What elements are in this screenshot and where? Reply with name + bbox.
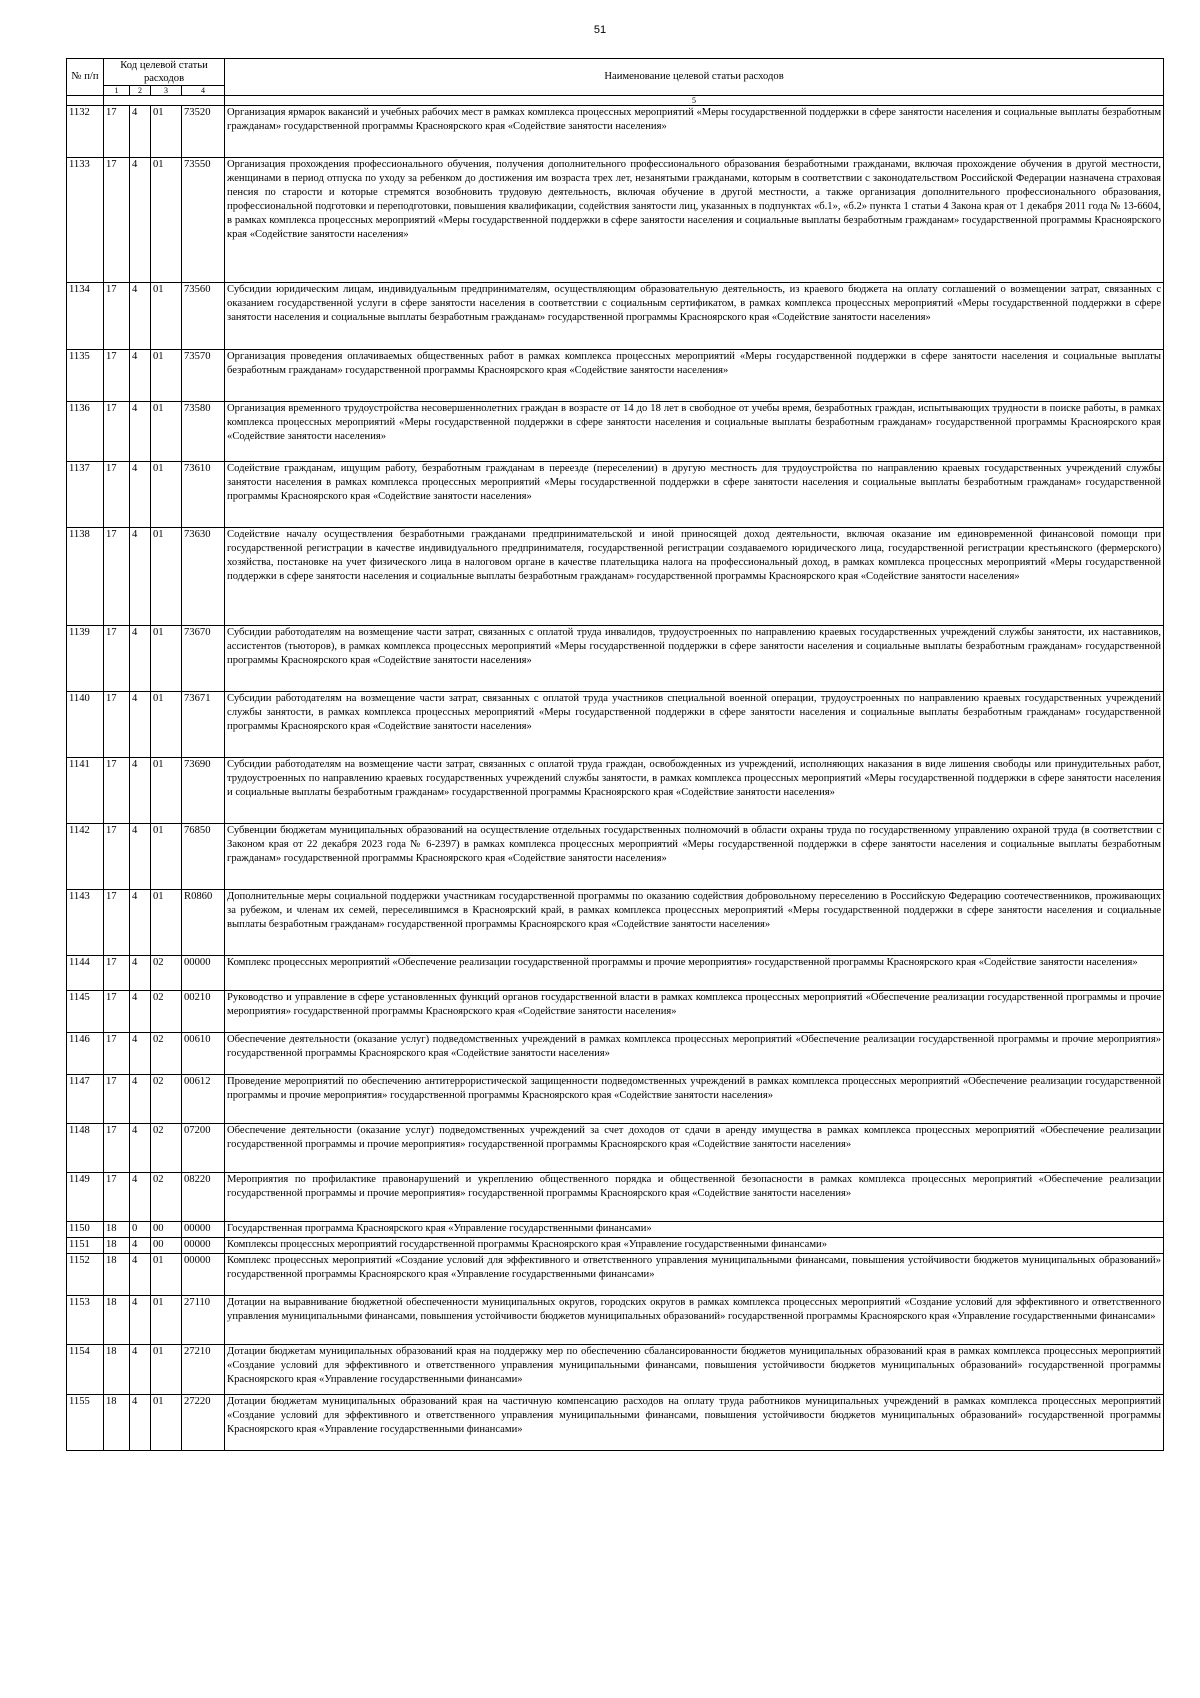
header-code: Код целевой статьи расходов <box>104 59 225 86</box>
code-part-2: 4 <box>130 528 151 626</box>
code-part-4: 73630 <box>182 528 225 626</box>
code-part-4: 00000 <box>182 1254 225 1296</box>
column-number-5: 5 <box>225 96 1164 106</box>
table-row <box>67 758 1164 824</box>
code-part-3: 02 <box>151 1075 182 1124</box>
code-part-4: 00210 <box>182 991 225 1033</box>
expense-name: Дотации бюджетам муниципальных образований края на поддержку мер по обеспечению сбалансированности бюджетов муниципальных образований края в рамках комплекса процессных мероприятий «Создание условий для эффективного и ответственного управления муниципальными финансами, повышения устойчивости бюджетов муниципальных образований» государственной программы Красноярского края «Управление государственными финансами» <box>225 1345 1164 1395</box>
row-number: 1153 <box>67 1296 104 1345</box>
code-part-2: 4 <box>130 1254 151 1296</box>
code-part-4: 00000 <box>182 956 225 991</box>
code-part-2: 4 <box>130 1075 151 1124</box>
code-part-4: 76850 <box>182 824 225 890</box>
code-part-1: 17 <box>104 758 130 824</box>
table-row <box>67 402 1164 462</box>
row-number: 1151 <box>67 1238 104 1254</box>
code-part-3: 00 <box>151 1238 182 1254</box>
code-part-4: 73690 <box>182 758 225 824</box>
code-part-3: 02 <box>151 1124 182 1173</box>
expense-name: Дополнительные меры социальной поддержки участникам государственной программы по оказанию содействия добровольному переселению в Российскую Федерацию соотечественников, проживающих за рубежом, и членам их семей, переселившимся в Красноярский край, в рамках комплекса процессных мероприятий «Меры государственной поддержки в сфере занятости населения и социальные выплаты безработным гражданам» государственной программы Красноярского края «Содействие занятости населения» <box>225 890 1164 956</box>
expense-name: Субвенции бюджетам муниципальных образований на осуществление отдельных государственных полномочий в области охраны труда по государственному управлению охраной труда (в соответствии с Законом края от 22 декабря 2023 года № 6-2397) в рамках комплекса процессных мероприятий «Меры государственной поддержки в сфере занятости населения и социальные выплаты безработным гражданам» государственной программы Красноярского края «Содействие занятости населения» <box>225 824 1164 890</box>
column-number-spacer <box>67 96 104 106</box>
row-number: 1132 <box>67 106 104 158</box>
code-part-3: 01 <box>151 890 182 956</box>
expense-name: Комплекс процессных мероприятий «Создание условий для эффективного и ответственного управления муниципальными финансами, повышения устойчивости бюджетов муниципальных образований» государственной программы Красноярского края «Управление государственными финансами» <box>225 1254 1164 1296</box>
code-part-2: 4 <box>130 106 151 158</box>
code-part-1: 17 <box>104 956 130 991</box>
code-part-3: 01 <box>151 1254 182 1296</box>
expense-name: Организация ярмарок вакансий и учебных рабочих мест в рамках комплекса процессных мероприятий «Меры государственной поддержки в сфере занятости населения и социальные выплаты безработным гражданам» государственной программы Красноярского края «Содействие занятости населения» <box>225 106 1164 158</box>
code-part-2: 4 <box>130 283 151 350</box>
code-part-3: 02 <box>151 1033 182 1075</box>
table-row <box>67 991 1164 1033</box>
code-part-3: 02 <box>151 1173 182 1222</box>
code-part-4: 27110 <box>182 1296 225 1345</box>
table-row <box>67 158 1164 283</box>
row-number: 1149 <box>67 1173 104 1222</box>
code-part-3: 01 <box>151 462 182 528</box>
expense-name: Субсидии работодателям на возмещение части затрат, связанных с оплатой труда инвалидов, трудоустроенных по направлению краевых государственных учреждений службы занятости, их наставников, ассистентов (тьюторов), в рамках комплекса процессных мероприятий «Меры государственной поддержки в сфере занятости населения и социальные выплаты безработным гражданам» государственной программы Красноярского края «Содействие занятости населения» <box>225 626 1164 692</box>
page-number: 51 <box>593 24 607 36</box>
header-name: Наименование целевой статьи расходов <box>225 59 1164 96</box>
table-row <box>67 1395 1164 1451</box>
code-part-4: 00000 <box>182 1222 225 1238</box>
expense-name: Субсидии работодателям на возмещение части затрат, связанных с оплатой труда граждан, освобожденных из учреждений, исполняющих наказания в виде лишения свободы или принудительных работ, трудоустроенных по направлению краевых государственных учреждений службы занятости, в рамках комплекса процессных мероприятий «Меры государственной поддержки в сфере занятости населения и социальные выплаты безработным гражданам» государственной программы Красноярского края «Содействие занятости населения» <box>225 758 1164 824</box>
code-part-1: 17 <box>104 106 130 158</box>
code-part-1: 17 <box>104 890 130 956</box>
code-part-1: 18 <box>104 1395 130 1451</box>
code-part-2: 4 <box>130 1124 151 1173</box>
code-part-1: 18 <box>104 1238 130 1254</box>
code-part-3: 01 <box>151 528 182 626</box>
table-row <box>67 1345 1164 1395</box>
column-number-spacer-code <box>104 96 225 106</box>
row-number: 1134 <box>67 283 104 350</box>
code-part-2: 4 <box>130 462 151 528</box>
code-part-1: 17 <box>104 350 130 402</box>
code-part-3: 01 <box>151 824 182 890</box>
code-part-3: 01 <box>151 692 182 758</box>
expense-name: Комплекс процессных мероприятий «Обеспечение реализации государственной программы и прочие мероприятия» государственной программы Красноярского края «Содействие занятости населения» <box>225 956 1164 991</box>
code-part-2: 4 <box>130 350 151 402</box>
column-number-row-5 <box>67 96 1164 106</box>
table-row <box>67 1173 1164 1222</box>
code-part-2: 4 <box>130 956 151 991</box>
code-part-3: 01 <box>151 626 182 692</box>
table-row <box>67 1075 1164 1124</box>
code-part-4: 73550 <box>182 158 225 283</box>
code-part-3: 01 <box>151 758 182 824</box>
expense-name: Обеспечение деятельности (оказание услуг) подведомственных учреждений в рамках комплекса процессных мероприятий «Обеспечение реализации государственной программы и прочие мероприятия» государственной программы Красноярского края «Содействие занятости населения» <box>225 1033 1164 1075</box>
expense-name: Организация проведения оплачиваемых общественных работ в рамках комплекса процессных мероприятий «Меры государственной поддержки в сфере занятости населения и социальные выплаты безработным гражданам» государственной программы Красноярского края «Содействие занятости населения» <box>225 350 1164 402</box>
row-number: 1138 <box>67 528 104 626</box>
code-part-3: 01 <box>151 402 182 462</box>
code-part-1: 17 <box>104 462 130 528</box>
code-part-2: 4 <box>130 1345 151 1395</box>
code-part-3: 02 <box>151 991 182 1033</box>
code-part-4: 07200 <box>182 1124 225 1173</box>
row-number: 1155 <box>67 1395 104 1451</box>
code-part-4: R0860 <box>182 890 225 956</box>
target-expense-table <box>66 58 1164 1451</box>
expense-name: Организация временного трудоустройства несовершеннолетних граждан в возрасте от 14 до 18 лет в свободное от учебы время, безработных граждан, испытывающих трудности в поиске работы, в рамках комплекса процессных мероприятий «Меры государственной поддержки в сфере занятости населения и социальные выплаты безработным гражданам» государственной программы Красноярского края «Содействие занятости населения» <box>225 402 1164 462</box>
table-row <box>67 626 1164 692</box>
code-part-3: 01 <box>151 1296 182 1345</box>
code-part-3: 01 <box>151 106 182 158</box>
column-number-3: 3 <box>151 86 182 96</box>
code-part-2: 4 <box>130 626 151 692</box>
expense-name: Обеспечение деятельности (оказание услуг) подведомственных учреждений за счет доходов от сдачи в аренду имущества в рамках комплекса процессных мероприятий «Обеспечение реализации государственной программы и прочие мероприятия» государственной программы Красноярского края «Содействие занятости населения» <box>225 1124 1164 1173</box>
column-number-1: 1 <box>104 86 130 96</box>
expense-name: Дотации на выравнивание бюджетной обеспеченности муниципальных округов, городских округов в рамках комплекса процессных мероприятий «Создание условий для эффективного и ответственного управления муниципальными финансами, повышения устойчивости бюджетов муниципальных образований» государственной программы Красноярского края «Управление государственными финансами» <box>225 1296 1164 1345</box>
code-part-1: 18 <box>104 1296 130 1345</box>
code-part-2: 4 <box>130 158 151 283</box>
expense-name: Субсидии юридическим лицам, индивидуальным предпринимателям, осуществляющим образовательную деятельность, из краевого бюджета на оплату соглашений о возмещении затрат, связанных с оказанием государственной услуги в сфере занятости населения в соответствии с социальным сертификатом, в рамках комплекса процессных мероприятий «Меры государственной поддержки в сфере занятости населения и социальные выплаты безработным гражданам» государственной программы Красноярского края «Содействие занятости населения» <box>225 283 1164 350</box>
row-number: 1145 <box>67 991 104 1033</box>
row-number: 1150 <box>67 1222 104 1238</box>
code-part-1: 17 <box>104 1124 130 1173</box>
code-part-1: 17 <box>104 692 130 758</box>
code-part-3: 02 <box>151 956 182 991</box>
header-row-number: № п/п <box>67 59 104 96</box>
row-number: 1143 <box>67 890 104 956</box>
code-part-2: 4 <box>130 1296 151 1345</box>
expense-name: Проведение мероприятий по обеспечению антитеррористической защищенности подведомственных учреждений в рамках комплекса процессных мероприятий «Обеспечение реализации государственной программы и прочие мероприятия» государственной программы Красноярского края «Содействие занятости населения» <box>225 1075 1164 1124</box>
code-part-4: 73580 <box>182 402 225 462</box>
expense-name: Содействие началу осуществления безработными гражданами предпринимательской и иной приносящей доход деятельности, включая оказание им единовременной финансовой помощи при государственной регистрации в качестве индивидуального предпринимателя, государственной регистрации создаваемого юридического лица, государственной регистрации крестьянского (фермерского) хозяйства, постановке на учет физического лица в налоговом органе в качестве плательщика налога на профессиональный доход, в рамках комплекса процессных мероприятий «Меры государственной поддержки в сфере занятости населения и социальные выплаты безработным гражданам» государственной программы Красноярского края «Содействие занятости населения» <box>225 528 1164 626</box>
code-part-2: 4 <box>130 692 151 758</box>
table-header-row <box>67 59 1164 86</box>
code-part-1: 17 <box>104 402 130 462</box>
code-part-1: 18 <box>104 1254 130 1296</box>
code-part-2: 4 <box>130 402 151 462</box>
table-row <box>67 1033 1164 1075</box>
code-part-2: 4 <box>130 890 151 956</box>
code-part-4: 73520 <box>182 106 225 158</box>
expense-name: Субсидии работодателям на возмещение части затрат, связанных с оплатой труда участников специальной военной операции, трудоустроенных по направлению краевых государственных учреждений службы занятости, в рамках комплекса процессных мероприятий «Меры государственной поддержки в сфере занятости населения и социальные выплаты безработным гражданам» государственной программы Красноярского края «Содействие занятости населения» <box>225 692 1164 758</box>
row-number: 1148 <box>67 1124 104 1173</box>
expense-name: Содействие гражданам, ищущим работу, безработным гражданам в переезде (переселении) в другую местность для трудоустройства по направлению краевых государственных учреждений службы занятости населения в рамках комплекса процессных мероприятий «Меры государственной поддержки в сфере занятости населения и социальные выплаты безработным гражданам» государственной программы Красноярского края «Содействие занятости населения» <box>225 462 1164 528</box>
table-row <box>67 106 1164 158</box>
row-number: 1133 <box>67 158 104 283</box>
code-part-3: 01 <box>151 158 182 283</box>
code-part-4: 00610 <box>182 1033 225 1075</box>
row-number: 1142 <box>67 824 104 890</box>
row-number: 1139 <box>67 626 104 692</box>
table-row <box>67 1296 1164 1345</box>
code-part-1: 17 <box>104 824 130 890</box>
table-row <box>67 956 1164 991</box>
code-part-1: 17 <box>104 1173 130 1222</box>
column-number-4: 4 <box>182 86 225 96</box>
table-row <box>67 528 1164 626</box>
row-number: 1140 <box>67 692 104 758</box>
row-number: 1146 <box>67 1033 104 1075</box>
code-part-4: 27220 <box>182 1395 225 1451</box>
code-part-2: 4 <box>130 1238 151 1254</box>
row-number: 1147 <box>67 1075 104 1124</box>
table-row <box>67 692 1164 758</box>
row-number: 1154 <box>67 1345 104 1395</box>
expense-name: Организация прохождения профессионального обучения, получения дополнительного профессионального образования безработными гражданами, включая прохождение обучения в другой местности, женщинами в период отпуска по уходу за ребенком до достижения им возраста трех лет, незанятыми гражданами, которым в соответствии с законодательством Российской Федерации назначена страховая пенсия по старости и которые стремятся возобновить трудовую деятельность, включая обучение в другой местности, а также организация дополнительного профессионального образования, профессиональной подготовки и переподготовки, повышения квалификации, содействия занятости лиц, указанных в подпунктах «б.1», «б.2» пункта 1 статьи 4 Закона края от 1 декабря 2011 года № 13-6604, в рамках комплекса процессных мероприятий «Меры государственной поддержки в сфере занятости населения и социальные выплаты безработным гражданам» государственной программы Красноярского края «Содействие занятости населения» <box>225 158 1164 283</box>
code-part-4: 73670 <box>182 626 225 692</box>
code-part-1: 17 <box>104 1075 130 1124</box>
code-part-1: 18 <box>104 1222 130 1238</box>
table-row <box>67 824 1164 890</box>
code-part-2: 4 <box>130 1033 151 1075</box>
code-part-3: 01 <box>151 1395 182 1451</box>
code-part-3: 01 <box>151 350 182 402</box>
code-part-4: 00000 <box>182 1238 225 1254</box>
expense-name: Комплексы процессных мероприятий государственной программы Красноярского края «Управление государственными финансами» <box>225 1238 1164 1254</box>
code-part-4: 73560 <box>182 283 225 350</box>
table-row <box>67 1222 1164 1238</box>
code-part-2: 0 <box>130 1222 151 1238</box>
row-number: 1152 <box>67 1254 104 1296</box>
code-part-3: 00 <box>151 1222 182 1238</box>
code-part-1: 17 <box>104 283 130 350</box>
row-number: 1136 <box>67 402 104 462</box>
code-part-1: 17 <box>104 528 130 626</box>
expense-name: Мероприятия по профилактике правонарушений и укреплению общественного порядка и общественной безопасности в рамках комплекса процессных мероприятий «Обеспечение реализации государственной программы и прочие мероприятия» государственной программы Красноярского края «Содействие занятости населения» <box>225 1173 1164 1222</box>
row-number: 1137 <box>67 462 104 528</box>
code-part-2: 4 <box>130 1395 151 1451</box>
code-part-1: 17 <box>104 158 130 283</box>
code-part-1: 17 <box>104 1033 130 1075</box>
code-part-4: 00612 <box>182 1075 225 1124</box>
code-part-1: 17 <box>104 991 130 1033</box>
code-part-4: 27210 <box>182 1345 225 1395</box>
code-part-1: 18 <box>104 1345 130 1395</box>
table-body <box>67 106 1164 1451</box>
row-number: 1135 <box>67 350 104 402</box>
code-part-2: 4 <box>130 991 151 1033</box>
code-part-2: 4 <box>130 758 151 824</box>
code-part-3: 01 <box>151 1345 182 1395</box>
table-row <box>67 1254 1164 1296</box>
code-part-2: 4 <box>130 1173 151 1222</box>
table-row <box>67 350 1164 402</box>
table-row <box>67 890 1164 956</box>
code-part-4: 73610 <box>182 462 225 528</box>
column-number-2: 2 <box>130 86 151 96</box>
expense-name: Руководство и управление в сфере установленных функций органов государственной власти в рамках комплекса процессных мероприятий «Обеспечение реализации государственной программы и прочие мероприятия» государственной программы Красноярского края «Содействие занятости населения» <box>225 991 1164 1033</box>
code-part-4: 73570 <box>182 350 225 402</box>
table-row <box>67 1124 1164 1173</box>
expense-name: Государственная программа Красноярского края «Управление государственными финансами» <box>225 1222 1164 1238</box>
table-row <box>67 283 1164 350</box>
code-part-2: 4 <box>130 824 151 890</box>
table-row <box>67 1238 1164 1254</box>
code-part-1: 17 <box>104 626 130 692</box>
table-row <box>67 462 1164 528</box>
code-part-4: 08220 <box>182 1173 225 1222</box>
row-number: 1144 <box>67 956 104 991</box>
expense-name: Дотации бюджетам муниципальных образований края на частичную компенсацию расходов на оплату труда работников муниципальных учреждений в рамках комплекса процессных мероприятий «Создание условий для эффективного и ответственного управления муниципальными финансами, повышения устойчивости бюджетов муниципальных образований» государственной программы Красноярского края «Управление государственными финансами» <box>225 1395 1164 1451</box>
row-number: 1141 <box>67 758 104 824</box>
code-part-3: 01 <box>151 283 182 350</box>
code-part-4: 73671 <box>182 692 225 758</box>
